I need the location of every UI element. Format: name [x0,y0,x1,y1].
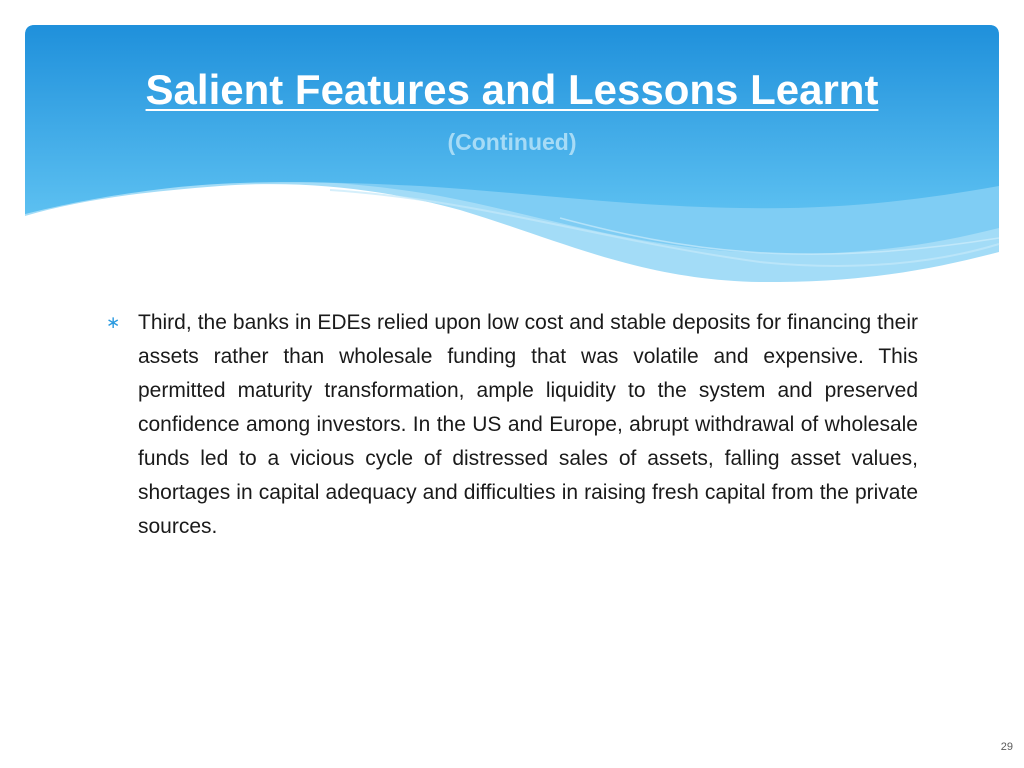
header-wave-main [25,25,999,214]
page-number: 29 [1000,741,1013,753]
bullet-text: Third, the banks in EDEs relied upon low cost and stable deposits for financing their assets rather than wholesale funding that was volatile and expensive. This permitted maturity transformation, ample liquidity to the system and preserved confidence among investors. In the US and Europe, abrupt withdrawal of wholesale funds led to a vicious cycle of distressed sales of assets, falling asset values, shortages in capital adequacy and difficulties in raising fresh capital from the private sources. [138,311,918,538]
slide-subtitle: (Continued) [447,129,577,155]
slide-title: Salient Features and Lessons Learnt [145,66,879,113]
bullet-asterisk-icon: ∗ [106,313,121,333]
list-item [104,306,918,544]
bullet-list [104,306,918,544]
